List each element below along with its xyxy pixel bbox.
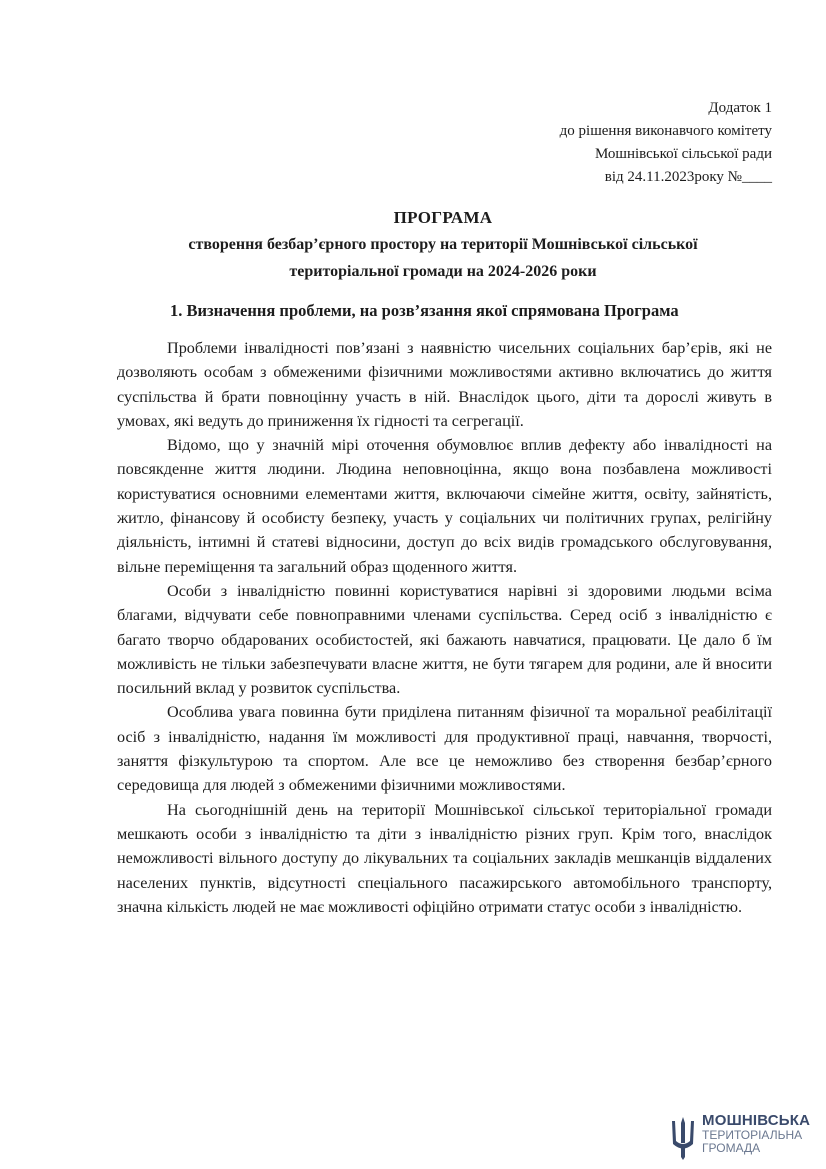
- paragraph: Проблеми інвалідності пов’язані з наявністю чисельних соціальних бар’єрів, які не дозволяють особам з обмеженими фізичними можливостями активно включатись до життя суспільства й брати повноцінну участь в ній. Внаслідок цього, діти та дорослі живуть в умовах, які ведуть до приниження їх гідності та сегрегації.: [117, 339, 772, 430]
- annex-header: [560, 97, 772, 189]
- annex-line-4: від 24.11.2023року №____: [604, 169, 772, 185]
- title-main: ПРОГРАМА: [393, 208, 493, 227]
- logo-line-2: ТЕРИТОРІАЛЬНА: [702, 1128, 803, 1142]
- document-body: [117, 336, 772, 919]
- paragraph: Відомо, що у значній мірі оточення обумовлює вплив дефекту або інвалідності на повсякденне життя людини. Людина неповноцінна, якщо вона позбавлена можливості користуватися основними елементами життя, включаючи сімейне життя, освіту, зайнятість, житло, фінансову й особисту безпеку, участь у соціальних чи політичних групах, релігійну діяльність, інтимні й статеві відносини, доступ до всіх видів громадського обслуговування, вільне переміщення та загальний образ щоденного життя.: [117, 436, 772, 576]
- paragraph: Особи з інвалідністю повинні користуватися нарівні зі здоровими людьми всіма благами, відчувати себе повноправними членами суспільства. Серед осіб з інвалідністю є багато творчо обдарованих особистостей, які бажають навчатися, працювати. Це дало б їм можливість не тільки забезпечувати власне життя, не бути тягарем для родини, але й вносити посильний вклад у розвиток суспільства.: [117, 581, 772, 698]
- logo-line-3: ГРОМАДА: [702, 1141, 761, 1155]
- annex-line-1: Додаток 1: [708, 100, 772, 116]
- trident-icon: [668, 1113, 698, 1161]
- section-1-heading: 1. Визначення проблеми, на розв’язання якої спрямована Програма: [170, 301, 679, 320]
- title-subtitle-line-1: створення безбар’єрного простору на території Мошнівської сільської: [188, 236, 698, 253]
- document-title: [118, 206, 768, 284]
- paragraph: На сьогоднішній день на території Мошнівської сільської територіальної громади мешкають особи з інвалідністю та діти з інвалідністю різних груп. Крім того, внаслідок неможливості вільного доступу до лікувальних та соціальних закладів мешканців віддалених населених пунктів, відсутності спеціального пасажирського автомобільного транспорту, значна кількість людей не має можливості офіційно отримати статус особи з інвалідністю.: [117, 800, 772, 916]
- community-logo: [668, 1113, 818, 1161]
- logo-line-1: МОШНІВСЬКА: [702, 1112, 811, 1129]
- annex-line-3: Мошнівської сільської ради: [594, 146, 772, 162]
- logo-text: [702, 1113, 810, 1155]
- title-subtitle-line-2: територіальної громади на 2024-2026 роки: [289, 263, 597, 280]
- paragraph: Особлива увага повинна бути приділена питанням фізичної та моральної реабілітації осіб з інвалідністю, надання їм можливості для продуктивної праці, навчання, творчості, заняття фізкультурою та спортом. Але все це неможливо без створення безбар’єрного середовища для людей з обмеженими фізичними можливостями.: [117, 703, 772, 795]
- annex-line-2: до рішення виконавчого комітету: [559, 123, 772, 139]
